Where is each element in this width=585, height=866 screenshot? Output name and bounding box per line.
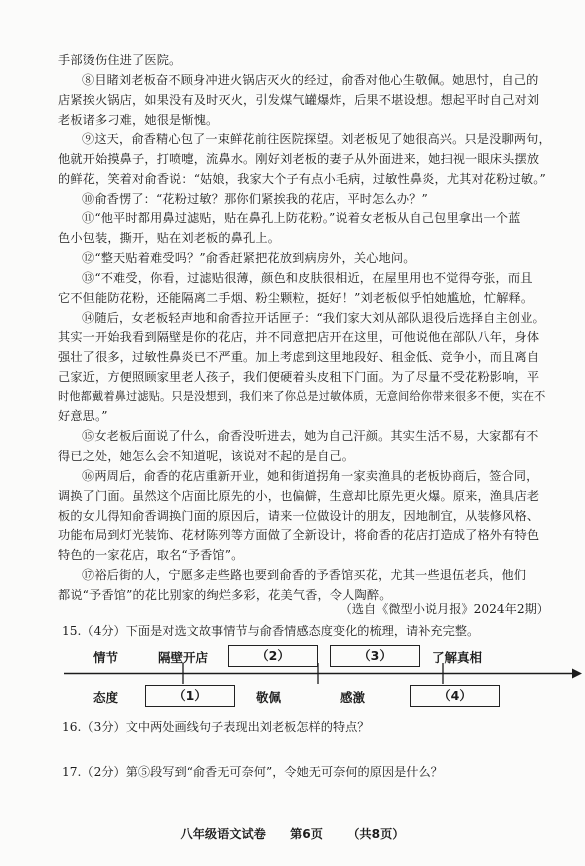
attitude-step-4-blank: （4） [410, 685, 500, 707]
attitude-step-3: 感激 [340, 690, 366, 705]
question-15: 15.（4分）下面是对选文故事情节与俞香情感态度变化的梳理，请补充完整。 [62, 624, 480, 638]
passage-line: 得已之处，她怎么会不知道呢，该说对不起的是自己。 [58, 449, 355, 463]
passage-line: 好意思。” [58, 409, 108, 424]
footer-page-number: 第6页 [290, 827, 323, 841]
passage-line: 他就开始摸鼻子，打喷嚏，流鼻水。刚好刘老板的妻子从外面进来，她扫视一眼床头摆放 [58, 152, 540, 167]
passage-line: 板的女儿得知俞香调换门面的原因后，请来一位做设计的朋友，因地制宜，从装修风格、 [58, 508, 540, 523]
passage-line: 其实一开始我看到隔壁是你的花店，并不同意把店开在这里，可他说他在部队八年，身体 [58, 330, 540, 345]
plot-step-4: 了解真相 [432, 650, 483, 665]
plot-step-2-blank: （2） [228, 645, 318, 667]
passage-line: ⑩俞香愣了：“花粉过敏？那你们紧挨我的花店，平时怎么办？” [82, 191, 428, 206]
attitude-row-label: 态度 [93, 690, 119, 705]
passage-line: ⑭随后，女老板轻声地和俞香拉开话匣子：“我们家大刘从部队退役后选择自主创业。 [82, 310, 545, 325]
question-16: 16.（3分）文中两处画线句子表现出刘老板怎样的特点？ [62, 720, 370, 734]
passage-line: ⑮女老板后面说了什么，俞香没听进去，她为自己汗颜。其实生活不易，大家都有不 [82, 429, 539, 444]
footer-exam-title: 八年级语文试卷 [180, 827, 266, 841]
passage-line: 功能布局到灯光装饰、花材陈列等方面做了全新设计，将俞香的花店打造成了格外有特色 [58, 528, 540, 543]
passage-line: ⑨这天，俞香精心包了一束鲜花前往医院探望。刘老板见了她很高兴。只是没聊两句， [82, 132, 551, 147]
source-citation: （选自《微型小说月报》2024年2期） [339, 602, 549, 616]
passage-line: ⑪“他平时都用鼻过滤贴，贴在鼻孔上防花粉。”说着女老板从自己包里拿出一个蓝 [82, 211, 521, 226]
question-17: 17.（2分）第⑤段写到“俞香无可奈何”，令她无可奈何的原因是什么？ [62, 765, 443, 779]
plot-step-3-blank: （3） [330, 645, 420, 667]
passage-line: 手部烫伤住进了医院。 [58, 53, 182, 67]
attitude-step-1-blank: （1） [145, 685, 235, 707]
passage-line: 特色的一家花店，取名“予香馆”。 [58, 548, 244, 563]
passage-line: 店紧挨火锅店，如果没有及时灭火，引发煤气罐爆炸，后果不堪设想。想起平时自己对刘 [58, 92, 540, 107]
passage-line: 它不但能防花粉，还能隔离二手烟、粉尘颗粒，挺好！”刘老板似乎怕她尴尬，忙解释。 [58, 290, 534, 305]
attitude-step-2: 敬佩 [256, 690, 282, 705]
passage-line: 调换了门面。虽然这个店面比原先的小，也偏僻，生意却比原先更火爆。原来，渔具店老 [58, 488, 540, 503]
passage-line: 老板诸多刁难，她很是惭愧。 [58, 112, 219, 127]
plot-step-1: 隔壁开店 [158, 650, 209, 665]
passage-line: 强壮了很多，过敏性鼻炎已不严重。加上考虑到这里地段好、租金低、竞争小，而且离自 [58, 350, 540, 365]
passage-line: 的鲜花，笑着对俞香说：“姑娘，我家大个子有点小毛病，过敏性鼻炎，尤其对花粉过敏。” [58, 171, 546, 186]
passage-line: ⑬“不难受，你看，过滤贴很薄，颜色和皮肤很相近，在屋里用也不觉得夸张，而且 [82, 271, 533, 285]
footer-total-pages: （共8页） [347, 827, 405, 841]
passage-line: ⑧目睹刘老板奋不顾身冲进火锅店灭火的经过，俞香对他心生敬佩。她思忖，自己的 [82, 73, 539, 87]
passage-line: 色小包装，撕开，贴在刘老板的鼻孔上。 [58, 231, 281, 246]
passage-line: 时他都戴着鼻过滤贴。只是没想到，我们来了你总是过敏体质，无意间给你带来很多不便，实在不 [58, 389, 546, 403]
passage-line: ⑫“整天贴着难受吗？”俞香赶紧把花放到病房外，关心地问。 [82, 251, 416, 265]
page-footer [0, 825, 585, 842]
passage-line: ⑯两周后，俞香的花店重新开业，她和街道拐角一家卖渔具的老板协商后，签合同， [82, 469, 539, 483]
passage-line: 己家近，方便照顾家里老人孩子，我们便硬着头皮租下门面。为了尽量不受花粉影响，平 [58, 369, 540, 384]
passage-line: ⑰裕后街的人，宁愿多走些路也要到俞香的予香馆买花，尤其一些退伍老兵，他们 [82, 567, 527, 582]
passage-line: 都说“予香馆”的花比别家的绚烂多彩，花美气香，令人陶醉。 [58, 587, 392, 602]
plot-row-label: 情节 [93, 650, 119, 665]
